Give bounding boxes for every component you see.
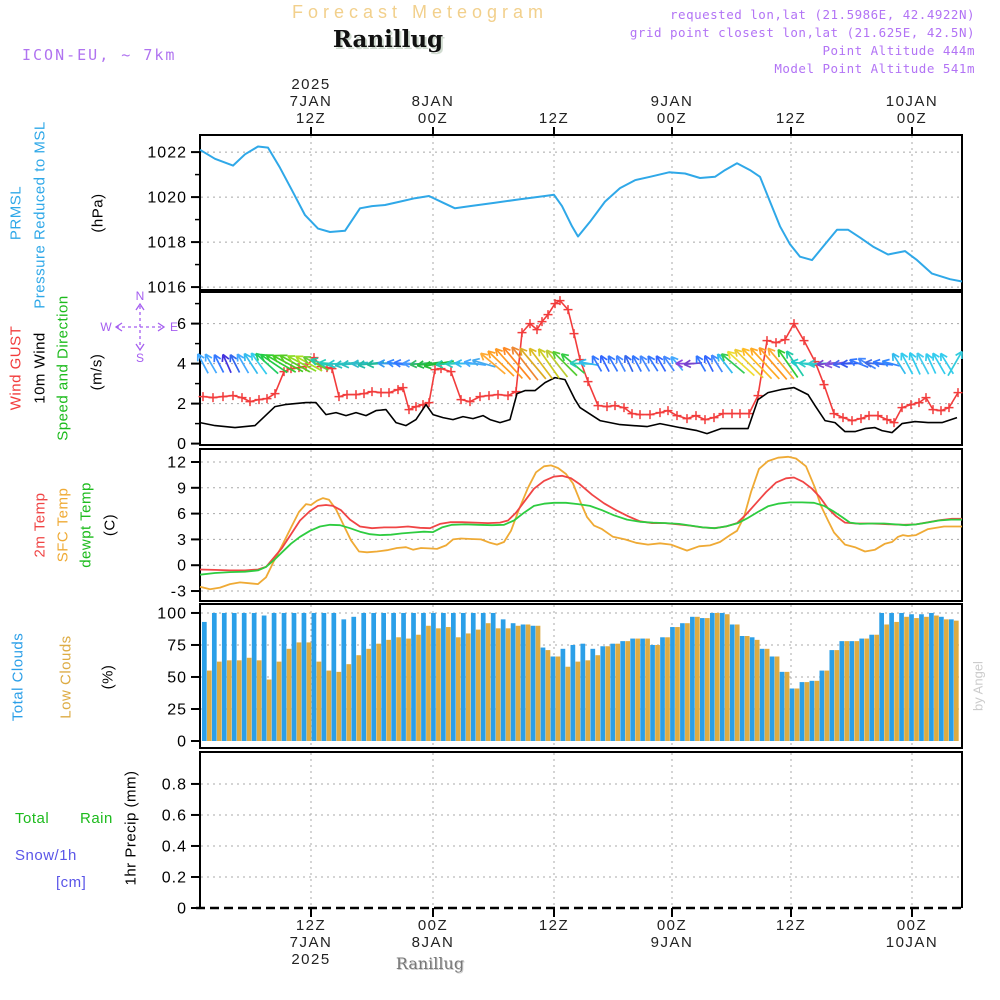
top-year-label: 2025 (291, 76, 331, 93)
compass-rose (98, 290, 182, 364)
precip-ytick: 0.6 (161, 807, 187, 825)
credit-watermark: by Angel (970, 661, 986, 711)
total-clouds-label: Total Clouds (9, 632, 27, 722)
temperature-ytick: -3 (170, 583, 187, 601)
clouds-ytick: 100 (157, 605, 187, 623)
precip-ytick: 0.4 (161, 838, 187, 856)
top-date-label: 8JAN (411, 93, 455, 110)
panel-pressure (147, 127, 962, 297)
top-date-label: 10JAN (885, 93, 939, 110)
low-clouds-label: Low Clouds (57, 635, 75, 719)
bottom-year-label: 2025 (291, 951, 331, 968)
station-caption: Ranillug (395, 954, 465, 973)
precip-ytick: 0.8 (161, 776, 187, 794)
bottom-hour-label: 00Z (417, 917, 449, 934)
clouds-ytick: 0 (177, 733, 187, 751)
pressure-ytick: 1022 (147, 144, 187, 162)
panel-wind (177, 292, 962, 453)
bottom-hour-label: 00Z (896, 917, 928, 934)
bottom-date-label: 9JAN (650, 934, 694, 951)
wind-direction-arrows (198, 347, 962, 380)
bottom-hour-label: 12Z (775, 917, 807, 934)
series-t2m (200, 476, 962, 571)
sfc-temp-label: SFC Temp (54, 487, 72, 563)
top-hour-label: 12Z (538, 110, 570, 127)
wind-ytick: 6 (177, 316, 187, 334)
top-hour-label: 00Z (417, 110, 449, 127)
bottom-date-label: 8JAN (411, 934, 455, 951)
temperature-ytick: 6 (177, 506, 187, 524)
bottom-hour-label: 12Z (295, 917, 327, 934)
top-hour-label: 12Z (775, 110, 807, 127)
clouds-ytick: 25 (167, 701, 187, 719)
temp-unit-label: (C) (101, 513, 119, 537)
precip-unit-label: 1hr Precip (mm) (122, 770, 140, 886)
panel-precip (162, 752, 966, 918)
wind-ytick: 4 (177, 356, 187, 374)
meta-point-altitude: Point Altitude 444m (822, 43, 975, 58)
gust-label: Wind GUST (7, 325, 25, 411)
wind-dir-label: Speed and Direction (54, 295, 72, 441)
temperature-ytick: 3 (177, 531, 187, 549)
precip-total-label: Total (15, 810, 50, 827)
temperature-ytick: 0 (177, 557, 187, 575)
top-hour-label: 00Z (896, 110, 928, 127)
top-date-label: 7JAN (289, 93, 333, 110)
pressure-long-label: Pressure Reduced to MSL (31, 121, 49, 309)
bottom-date-label: 7JAN (289, 934, 333, 951)
wind-ytick: 2 (177, 396, 187, 414)
compass-e: E (169, 320, 179, 334)
pressure-unit-label: (hPa) (89, 193, 107, 233)
station-title: Ranillug (332, 26, 444, 53)
meta-block (630, 6, 975, 78)
meta-requested: requested lon,lat (21.5986E, 42.4922N) (670, 7, 975, 22)
temperature-ytick: 9 (177, 480, 187, 498)
compass-s: S (135, 351, 145, 364)
compass-w: W (100, 320, 112, 334)
wind10m-label: 10m Wind (31, 332, 49, 404)
clouds-unit-label: (%) (99, 664, 117, 690)
precip-ytick: 0 (177, 900, 187, 918)
pressure-ytick: 1020 (147, 189, 187, 207)
t2m-label: 2m Temp (31, 492, 49, 558)
series-wind10m (200, 378, 957, 434)
series-prmsl (200, 147, 962, 282)
bottom-hour-label: 12Z (538, 917, 570, 934)
panel-clouds (157, 604, 962, 750)
clouds-ytick: 50 (167, 669, 187, 687)
wind-ytick: 0 (177, 436, 187, 454)
dewpt-label: dewpt Temp (77, 482, 95, 568)
wind-unit-label: (m/s) (88, 353, 106, 391)
bottom-date-label: 10JAN (885, 934, 939, 951)
bottom-hour-label: 00Z (656, 917, 688, 934)
precip-snow-label: Snow/1h (15, 847, 77, 864)
model-label: ICON-EU, ~ 7km (22, 46, 177, 64)
clouds-ytick: 75 (167, 637, 187, 655)
top-hour-label: 00Z (656, 110, 688, 127)
panel-temperature (167, 449, 962, 601)
pressure-ytick: 1018 (147, 234, 187, 252)
meta-gridpoint: grid point closest lon,lat (21.625E, 42.5N) (629, 25, 975, 40)
top-date-label: 9JAN (650, 93, 694, 110)
precip-ytick: 0.2 (161, 869, 187, 887)
compass-n: N (135, 290, 145, 303)
temperature-ytick: 12 (167, 454, 187, 472)
precip-rain-label: Rain (80, 810, 113, 827)
precip-cm-label: [cm] (56, 874, 87, 891)
top-hour-label: 12Z (295, 110, 327, 127)
watermark-title: Forecast Meteogram (291, 2, 549, 22)
meta-model-altitude: Model Point Altitude 541m (774, 61, 975, 76)
pressure-ytick: 1016 (147, 279, 187, 297)
pressure-short-label: PRMSL (7, 185, 25, 241)
